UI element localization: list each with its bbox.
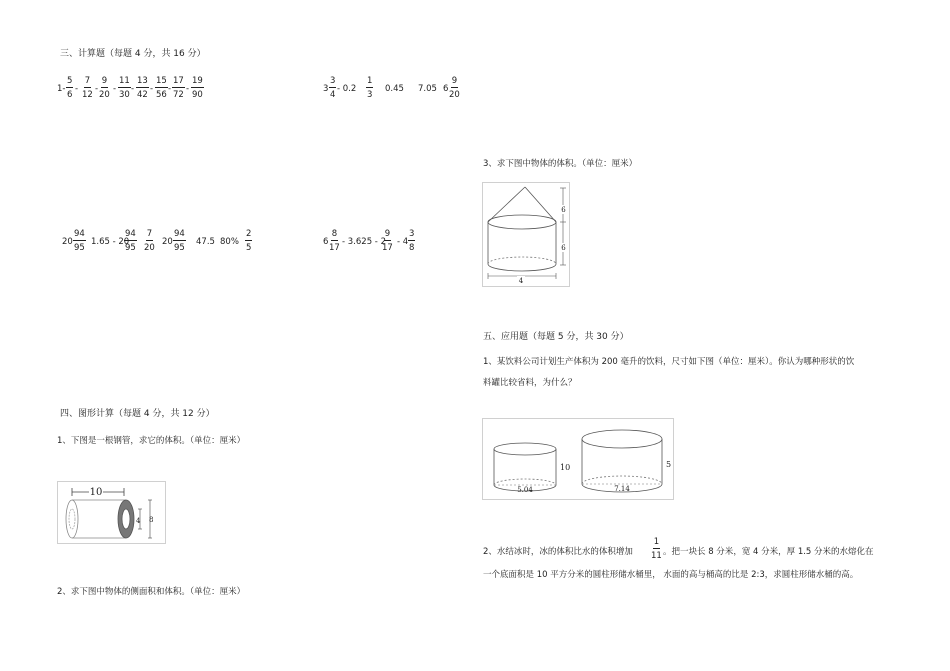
right-can-diameter: 7.14 [614, 485, 630, 493]
p1-lead: 1- [57, 84, 66, 94]
p2-frac-2: $\frac{1}{3}$ [367, 76, 373, 100]
p3-text: 1.65 - 20 [91, 237, 130, 247]
p1-frac-8: $\frac{19}{90}$ [192, 76, 203, 100]
pipe-inner-diameter-label: 4 [136, 517, 141, 525]
app-question-1-line-1: 1、某饮料公司计划生产体积为 200 毫升的饮料，尺寸如下图（单位：厘米）。你认为哪种形状的饮 [483, 357, 855, 367]
p3-whole: 20 [62, 237, 73, 247]
p4-text: - 4 [397, 237, 409, 247]
steel-pipe-figure [57, 481, 166, 544]
p4-frac-3: $\frac{3}{8}$ [409, 229, 415, 253]
p1-frac-2: $\frac{7}{12}$ [82, 76, 93, 100]
left-can-diameter: 5.04 [517, 486, 533, 494]
p1-frac-1: $\frac{5}{6}$ [67, 76, 73, 100]
p1-sep: - [95, 84, 99, 94]
p4-frac-2: $\frac{9}{17}$ [382, 229, 393, 253]
p2-frac-1: $\frac{3}{4}$ [330, 76, 336, 100]
section-4-heading: 四、图形计算（每题 4 分，共 12 分） [60, 409, 215, 419]
p4-text: - 3.625 - 2 [342, 237, 386, 247]
sec4-question-2: 2、求下图中物体的侧面积和体积。（单位：厘米） [57, 587, 246, 597]
p2-whole: 6 [443, 84, 449, 94]
p1-frac-4: $\frac{11}{30}$ [119, 76, 130, 100]
left-can-height: 10 [560, 463, 571, 472]
p3-frac-3: $\frac{7}{20}$ [144, 229, 155, 253]
cylinder-height-label: 6 [561, 244, 566, 252]
app-question-2-frac: $\frac{1}{11}$ [651, 537, 662, 561]
p3-text: 80% [220, 237, 239, 247]
p2-whole: 3 [323, 84, 329, 94]
p4-frac-1: $\frac{8}{17}$ [329, 229, 340, 253]
p1-sep: - [168, 84, 172, 94]
app-question-2-text-a: 2、水结冰时，冰的体积比水的体积增加 [483, 547, 633, 557]
p1-frac-7: $\frac{17}{72}$ [173, 76, 184, 100]
cone-height-label: 6 [561, 206, 566, 214]
section-3-heading: 三、计算题（每题 4 分，共 16 分） [60, 49, 206, 59]
p1-frac-3: $\frac{9}{20}$ [99, 76, 110, 100]
p3-whole: 20 [162, 237, 173, 247]
section-5-heading: 五、应用题（每题 5 分，共 30 分） [483, 332, 629, 342]
right-can-height: 5 [666, 460, 672, 469]
p3-frac-4: $\frac{94}{95}$ [174, 229, 185, 253]
pipe-length-label: 10 [89, 487, 103, 498]
pipe-outer-diameter-label: 8 [149, 516, 154, 524]
p1-sep: - [131, 84, 135, 94]
app-question-1-line-2: 料罐比较省料，为什么？ [483, 378, 577, 388]
p2-text: - 0.2 [337, 84, 357, 94]
p3-frac-1: $\frac{94}{95}$ [74, 229, 85, 253]
p1-sep: - [150, 84, 154, 94]
p2-frac-3: $\frac{9}{20}$ [449, 76, 460, 100]
p3-frac-5: $\frac{2}{5}$ [246, 229, 252, 253]
app-question-2-text-b: 。把一块长 8 分米，宽 4 分米，厚 1.5 分米的水熔化在 [663, 547, 874, 557]
p2-text: 7.05 [418, 84, 437, 94]
sec4-question-1: 1、下图是一根钢管，求它的体积。（单位：厘米） [57, 436, 246, 446]
p4-whole: 6 [323, 237, 329, 247]
p2-text: 0.45 [385, 84, 404, 94]
p3-text: 47.5 [196, 237, 215, 247]
question-3: 3、求下图中物体的体积。（单位：厘米） [483, 159, 638, 169]
diameter-label: 4 [518, 277, 524, 285]
p1-sep: - [75, 84, 79, 94]
p1-sep: - [186, 84, 190, 94]
two-cans-figure [482, 418, 674, 500]
app-question-2-line-2: 一个底面积是 10 平方分米的圆柱形储水桶里， 水面的高与桶高的比是 2:3，求圆柱形储水桶的高。 [483, 570, 859, 580]
p1-frac-6: $\frac{15}{56}$ [156, 76, 167, 100]
p1-frac-5: $\frac{13}{42}$ [137, 76, 148, 100]
p1-sep: - [113, 84, 117, 94]
cone-cylinder-figure [482, 182, 570, 287]
p3-frac-2: $\frac{94}{95}$ [125, 229, 136, 253]
